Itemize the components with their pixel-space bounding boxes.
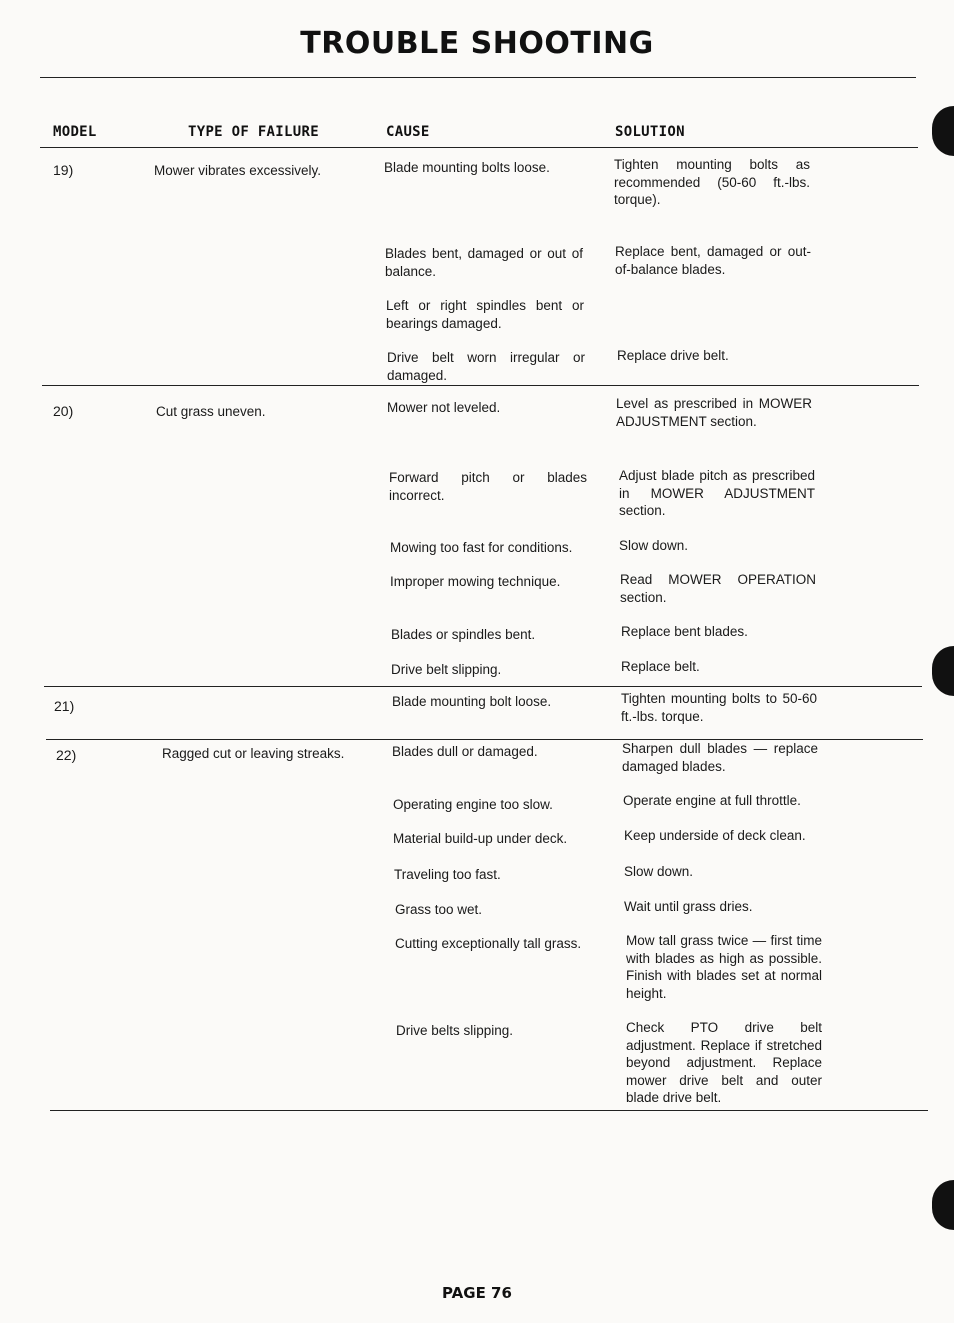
solution-text: Keep underside of deck clean.	[624, 828, 806, 843]
solution-text: Operate engine at full throttle.	[623, 793, 801, 808]
cause-text: Drive belt worn irregular or damaged.	[387, 350, 585, 383]
header-solution: SOLUTION	[615, 124, 685, 140]
header-model: MODEL	[53, 124, 97, 140]
page-edge-tab-mark	[932, 646, 954, 696]
title-rule	[40, 77, 916, 78]
failure-type: Ragged cut or leaving streaks.	[162, 746, 345, 761]
solution-text: Slow down.	[624, 864, 694, 879]
solution-text: Replace drive belt.	[617, 348, 729, 363]
solution-text: Replace belt.	[621, 659, 700, 674]
cause-text: Operating engine too slow.	[393, 797, 553, 812]
cause-text: Drive belts slipping.	[396, 1023, 514, 1038]
cause-text: Blades dull or damaged.	[392, 744, 538, 759]
solution-text: Level as prescribed in MOWER ADJUSTMENT section.	[616, 396, 812, 429]
solution-text: Sharpen dull blades — replace damaged blades.	[622, 741, 818, 774]
cause-text: Mower not leveled.	[387, 400, 501, 415]
solution-text: Check PTO drive belt adjustment. Replace if stretched beyond adjustment. Replace mower drive belt and outer blade drive belt.	[626, 1020, 822, 1105]
cause-text: Improper mowing technique.	[390, 574, 561, 589]
row-divider	[42, 385, 919, 386]
table-bottom-rule	[50, 1110, 928, 1111]
model-number: 22)	[56, 747, 77, 763]
solution-text: Wait until grass dries.	[624, 899, 753, 914]
page-edge-tab-mark	[932, 106, 954, 156]
cause-text: Blade mounting bolt loose.	[392, 694, 552, 709]
cause-text: Material build-up under deck.	[393, 831, 568, 846]
solution-text: Adjust blade pitch as prescribed in MOWER ADJUSTMENT section.	[619, 468, 815, 518]
cause-text: Traveling too fast.	[394, 867, 501, 882]
cause-text: Grass too wet.	[395, 902, 483, 917]
solution-text: Read MOWER OPERATION section.	[620, 572, 816, 605]
solution-text: Replace bent blades.	[621, 624, 748, 639]
solution-text: Slow down.	[619, 538, 689, 553]
header-cause: CAUSE	[386, 124, 430, 140]
failure-type: Mower vibrates excessively.	[154, 163, 322, 178]
page-edge-tab-mark	[932, 1180, 954, 1230]
cause-text: Cutting exceptionally tall grass.	[395, 936, 582, 951]
cause-text: Blades or spindles bent.	[391, 627, 536, 642]
cause-text: Left or right spindles bent or bearings damaged.	[386, 298, 584, 331]
model-number: 20)	[53, 403, 74, 419]
cause-text: Blades bent, damaged or out of balance.	[385, 246, 583, 279]
row-divider	[44, 686, 922, 687]
page-number: PAGE 76	[442, 1284, 512, 1302]
cause-text: Drive belt slipping.	[391, 662, 502, 677]
solution-text: Tighten mounting bolts to 50-60 ft.-lbs. torque.	[621, 691, 817, 724]
header-rule	[40, 147, 918, 148]
failure-type: Cut grass uneven.	[156, 404, 266, 419]
cause-text: Forward pitch or blades incorrect.	[389, 470, 587, 503]
solution-text: Tighten mounting bolts as recommended (50-60 ft.-lbs. torque).	[614, 157, 810, 207]
model-number: 21)	[54, 698, 75, 714]
solution-text: Mow tall grass twice — first time with blades as high as possible. Finish with blades set at normal height.	[626, 933, 822, 1001]
solution-text: Replace bent, damaged or out-of-balance blades.	[615, 244, 811, 277]
cause-text: Blade mounting bolts loose.	[384, 160, 550, 175]
cause-text: Mowing too fast for conditions.	[390, 540, 573, 555]
header-type-of-failure: TYPE OF FAILURE	[188, 124, 319, 140]
page-title: TROUBLE SHOOTING	[300, 26, 654, 61]
model-number: 19)	[53, 162, 74, 178]
